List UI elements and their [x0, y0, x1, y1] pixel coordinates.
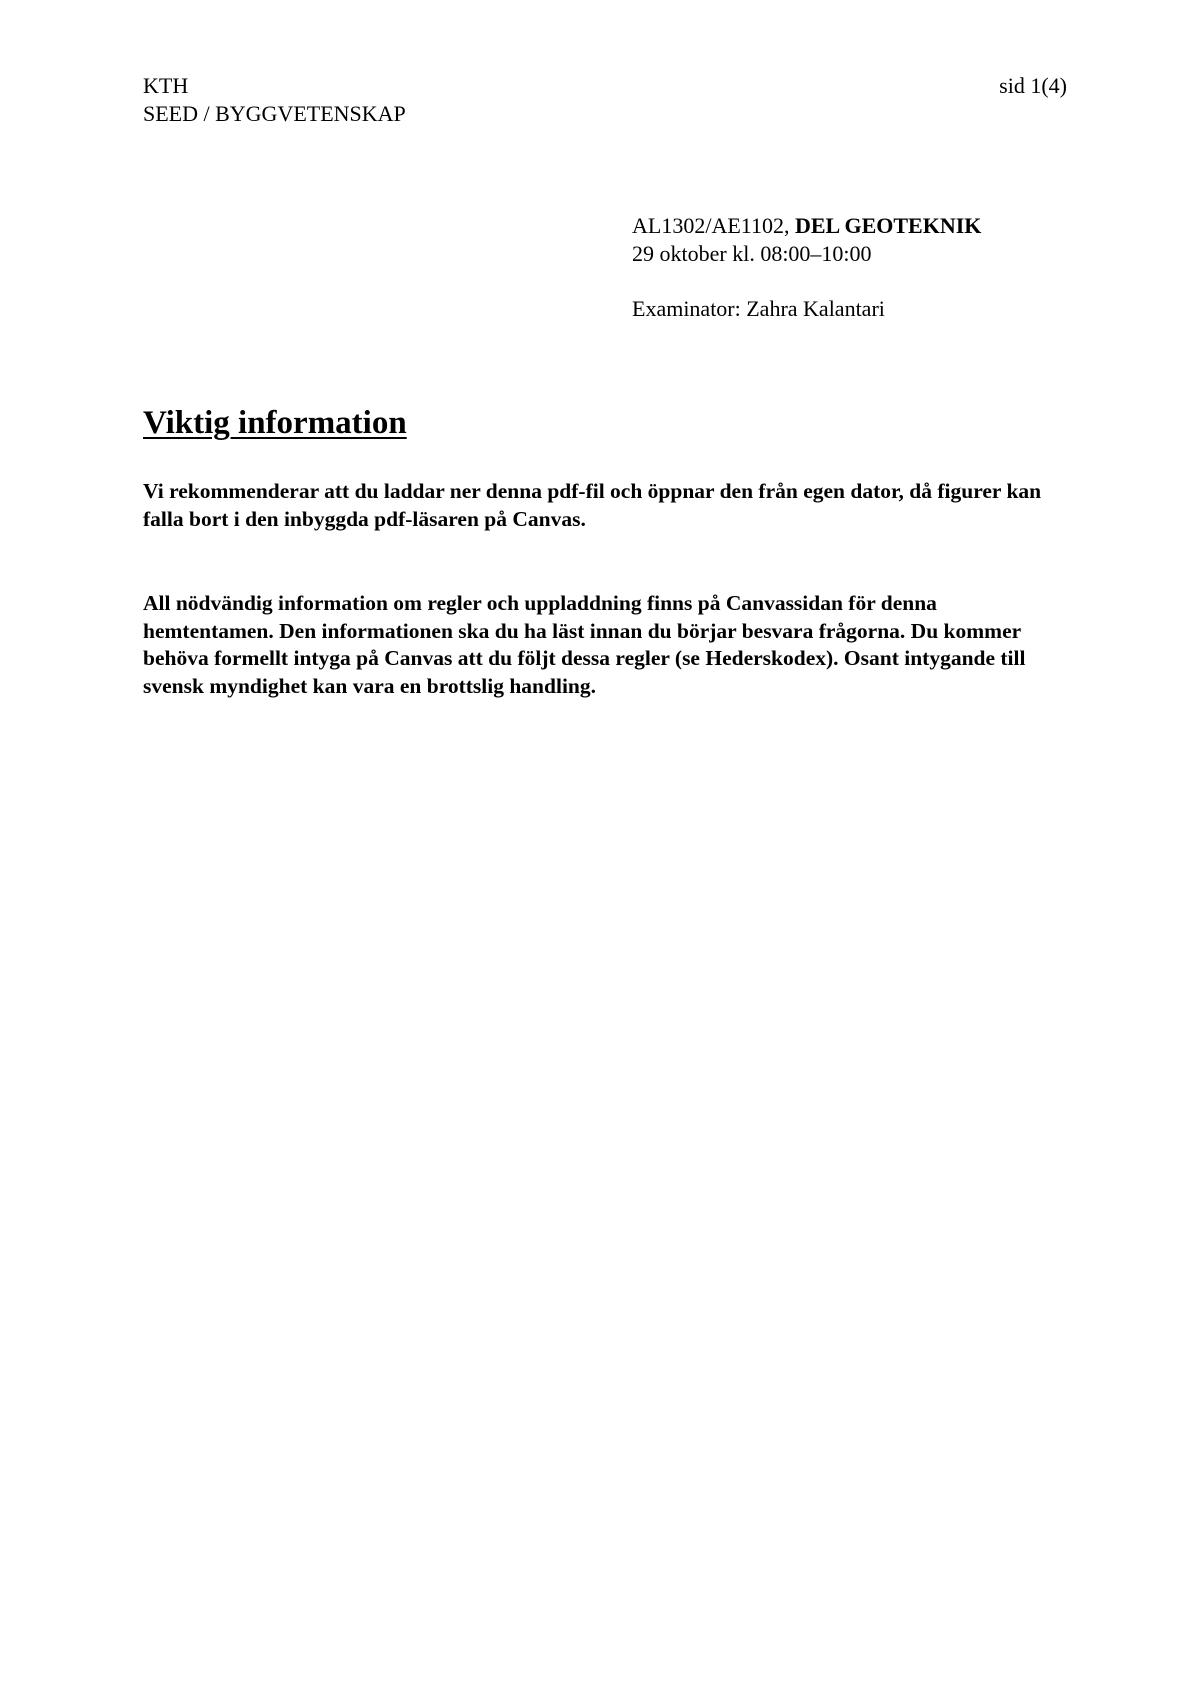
exam-datetime: 29 oktober kl. 08:00–10:00 — [632, 241, 872, 266]
spacer — [632, 268, 981, 295]
course-part: DEL GEOTEKNIK — [794, 213, 982, 238]
page-title: Viktig information — [143, 405, 407, 441]
institution-name: KTH — [143, 73, 189, 98]
course-info — [632, 212, 981, 323]
course-line — [632, 212, 981, 240]
page-number: sid 1(4) — [999, 73, 1067, 98]
course-code: AL1302/AE1102, — [632, 213, 790, 238]
document-header-left — [143, 72, 406, 128]
info-paragraph-download: Vi rekommenderar att du laddar ner denna pdf-fil och öppnar den från egen dator, då figurer kan falla bort i den inbyggda pdf-läsaren på Canvas. — [143, 479, 1042, 531]
examiner: Examinator: Zahra Kalantari — [632, 296, 885, 321]
department-name: SEED / BYGGVETENSKAP — [143, 101, 406, 126]
info-paragraph-rules: All nödvändig information om regler och uppladdning finns på Canvassidan för denna hemtentamen. Den informationen ska du ha läst innan du börjar besvara frågorna. Du kommer behöva formellt intyga på Canvas att du följt dessa regler (se Hederskodex). Osant intygande till svensk myndighet kan vara en brottslig handling. — [143, 591, 1026, 698]
